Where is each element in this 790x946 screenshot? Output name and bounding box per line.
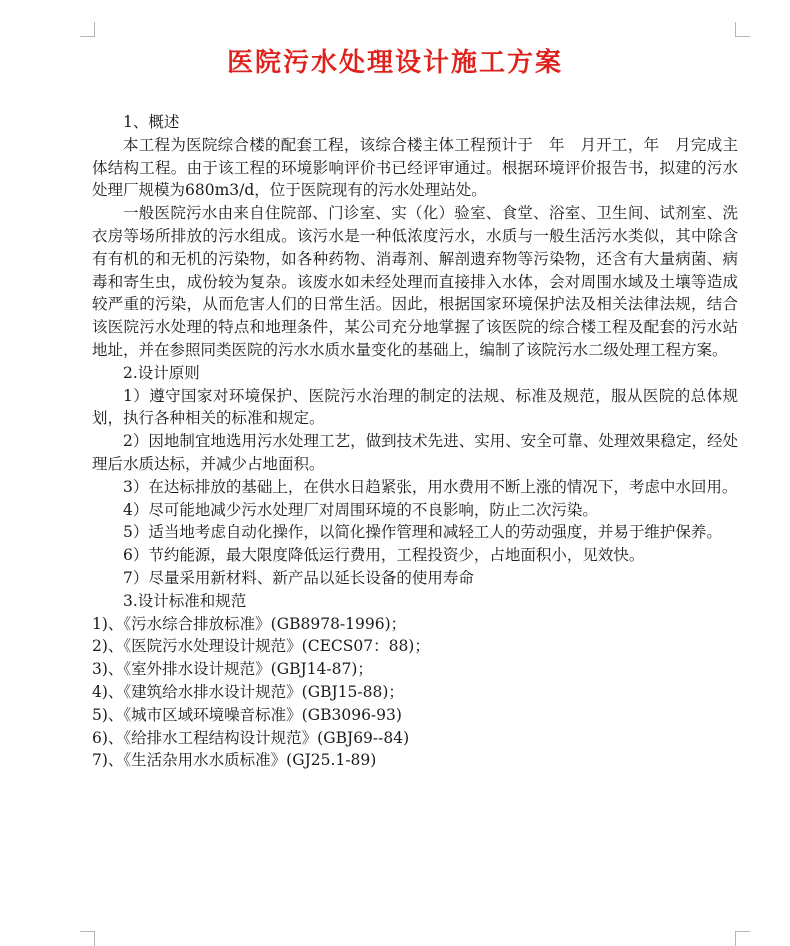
- document-body: [92, 111, 738, 772]
- principle-item: 7）尽量采用新材料、新产品以延长设备的使用寿命: [123, 568, 474, 587]
- standard-item: 4)、《建筑给水排水设计规范》(GBJ15-88)；: [92, 682, 404, 701]
- principle-item: 4）尽可能地减少污水处理厂对周围环境的不良影响，防止二次污染。: [123, 500, 598, 519]
- standard-item: 6)、《给排水工程结构设计规范》(GBJ69--84): [92, 728, 410, 747]
- document-title: 医院污水处理设计施工方案: [226, 48, 563, 78]
- paragraph: 本工程为医院综合楼的配套工程，该综合楼主体工程预计于 年 月开工，年 月完成主体结构工程。由于该工程的环境影响评价书已经评审通过。根据环境评价报告书，拟建的污水处理厂规模为680m3/d，位于医院现有的污水处理站处。: [92, 135, 738, 200]
- standard-item: 5)、《城市区域环境噪音标准》(GB3096-93): [92, 705, 402, 724]
- crop-mark-top-right: [735, 22, 750, 37]
- crop-mark-bottom-left: [80, 931, 95, 946]
- section-heading-principles: 2.设计原则: [123, 363, 200, 382]
- standard-item: 2)、《医院污水处理设计规范》(CECS07：88)；: [92, 637, 430, 656]
- principle-item: 3）在达标排放的基础上，在供水日趋紧张，用水费用不断上涨的情况下，考虑中水回用。: [123, 477, 738, 496]
- standard-item: 3)、《室外排水设计规范》(GBJ14-87)；: [92, 660, 373, 679]
- principle-item: 2）因地制宜地选用污水处理工艺，做到技术先进、实用、安全可靠、处理效果稳定，经处理后水质达标，并减少占地面积。: [92, 432, 738, 473]
- section-heading-standards: 3.设计标准和规范: [123, 591, 247, 610]
- paragraph: 一般医院污水由来自住院部、门诊室、实（化）验室、食堂、浴室、卫生间、试剂室、洗衣房等场所排放的污水组成。该污水是一种低浓度污水，水质与一般生活污水类似，其中除含有有机的和无机的污染物，如各种药物、消毒剂、解剖遗弃物等污染物，还含有大量病菌、病毒和寄生虫，成份较为复杂。该废水如未经处理而直接排入水体，会对周围水域及土壤等造成较严重的污染，从而危害人们的日常生活。因此，根据国家环境保护法及相关法律法规，结合该医院污水处理的特点和地理条件，某公司充分地掌握了该医院的综合楼工程及配套的污水站地址，并在参照同类医院的污水水质水量变化的基础上，编制了该院污水二级处理工程方案。: [92, 204, 738, 359]
- crop-mark-top-left: [80, 22, 95, 37]
- standard-item: 1)、《污水综合排放标准》(GB8978-1996)；: [92, 614, 407, 633]
- principle-item: 1）遵守国家对环境保护、医院污水治理的制定的法规、标准及规范，服从医院的总体规划，执行各种相关的标准和规定。: [92, 386, 738, 428]
- crop-mark-bottom-right: [735, 931, 750, 946]
- principle-item: 6）节约能源，最大限度降低运行费用，工程投资少，占地面积小，见效快。: [123, 546, 645, 565]
- section-heading-overview: 1、概述: [123, 113, 180, 131]
- principle-item: 5）适当地考虑自动化操作，以简化操作管理和减轻工人的劳动强度，并易于维护保养。: [123, 523, 722, 542]
- standard-item: 7)、《生活杂用水水质标准》(GJ25.1-89): [92, 751, 377, 770]
